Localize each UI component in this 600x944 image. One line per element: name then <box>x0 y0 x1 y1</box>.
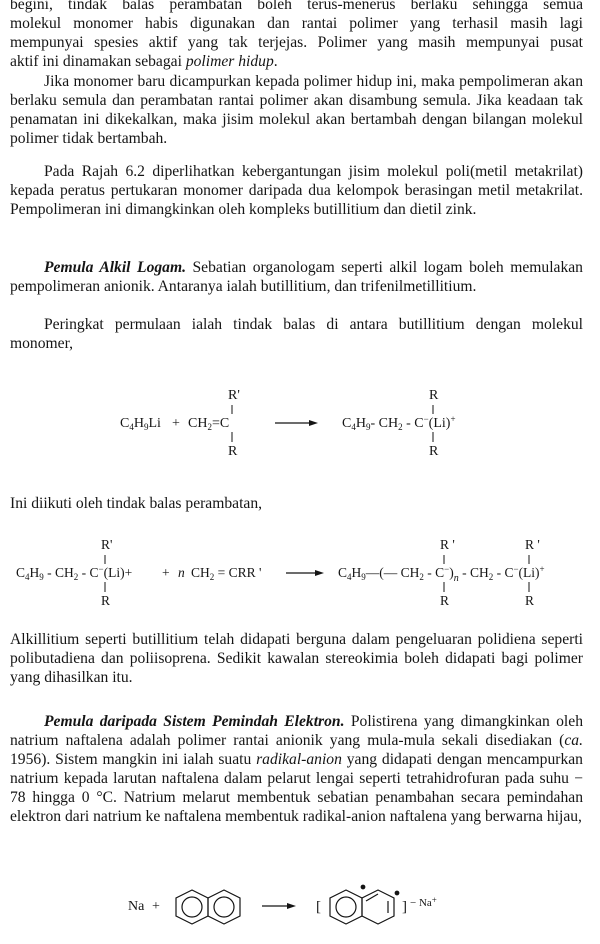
sodium: Na <box>128 899 145 914</box>
svg-text:C4H9—(— CH2 - C−)n - CH2 - C−(: $C_4H_9—(—$ $CH_2 - C^-)_n - CH_2 - C^-(Li)^+$ <box>338 564 545 584</box>
monomer: $CH_2$ = CRR ' <box>191 565 262 582</box>
section-heading: Pemula Alkil Logam. <box>44 259 186 276</box>
paragraph-text: Peringkat permulaan ialah tindak balas di antara butillitium dengan molekul monomer, <box>10 316 583 353</box>
section-text: yang didapati dengan mencampurkan natrium kepada larutan naftalena dalam pelarut lengai seperti tetrahidrofuran pada suhu − 78 hingga 0 °C. Natrium melarut membentuk sebatian penambahan secara pemindahan elektron dari natrium ke naftalena membentuk radikal-anion naftalena yang berwarna hijau, <box>10 751 583 826</box>
paragraph-4 <box>10 315 583 353</box>
substituent-bottom: R <box>101 593 111 608</box>
reaction-arrow <box>262 903 296 909</box>
paragraph-1 <box>10 0 583 71</box>
section-text: 1956). Sistem mangkin ini ialah suatu <box>10 751 257 769</box>
bracket-close: ] <box>402 899 407 915</box>
svg-text:R ': R ' <box>525 537 540 552</box>
paragraph-3 <box>10 162 583 219</box>
text-line: aktif ini dinamakan sebagai polimer hidup. <box>10 53 278 71</box>
substituent-bottom: R <box>228 444 238 459</box>
eq2-reactants <box>16 537 261 608</box>
eq1-product <box>342 388 456 459</box>
reaction-arrow <box>286 570 324 576</box>
paragraph-text: Ini diikuti oleh tindak balas perambatan, <box>10 495 263 512</box>
equation-propagation <box>0 530 600 610</box>
abbrev-ca: ca. <box>564 732 583 750</box>
naphthalene-icon <box>176 890 240 924</box>
product-substituent-bottom: R <box>429 444 439 459</box>
term-living-polymer: polimer hidup <box>185 53 274 71</box>
paragraph-2 <box>10 72 583 148</box>
section-alkyl-metal <box>10 258 583 296</box>
naphthalene-radical-anion-icon <box>330 885 399 924</box>
n-coefficient: n <box>178 565 185 580</box>
svg-text:C4H9 - CH2 - C−(Li)+: $C_4H_9 - CH_2 - C^-(Li)+$ <box>16 564 133 582</box>
para1-tail: aktif ini dinamakan sebagai <box>10 53 186 71</box>
text-line: mempunyai spesies aktif yang tak terjejas. Polimer yang masih mempunyai pusat <box>10 34 583 52</box>
svg-text:R: R <box>525 593 535 608</box>
substituent-top: R' <box>101 537 113 552</box>
plus-sign: + <box>162 565 170 580</box>
plus-sign: + <box>172 416 180 431</box>
product-substituent-top: R <box>429 388 439 403</box>
equation-initiation <box>0 380 600 460</box>
reactant-butyllithium: $C_4H_9Li$ <box>120 416 161 432</box>
section-electron-transfer <box>10 712 583 827</box>
eq3-reactants <box>128 899 160 914</box>
paragraph-text: Jika monomer baru dicampurkan kepada polimer hidup ini, maka pempolimeran akan berlaku semula dan perambatan rantai polimer akan disambung semula. Jika keadaan tak penamatan ini dikekalkan, maka jisim molekul akan bertambah dengan bilangan molekul polimer tidak bertambah. <box>10 73 583 148</box>
svg-text:C4H9- CH2 - C−(Li)+: $C_4H_9-$ $CH_2 - C^-(Li)^+$ <box>342 414 456 432</box>
text-line: molekul monomer habis digunakan dan rantai polimer yang terhasil masih lagi <box>10 15 583 33</box>
reactant-monomer: $CH_2=C$ <box>188 416 230 432</box>
section-text: Polistirena yang dimangkinkan oleh natrium naftalena adalah polimer rantai anionik yang mula-mula sekali disediakan ( <box>10 713 583 750</box>
section-paragraph <box>10 712 583 827</box>
term-radical-anion: radikal-anion <box>256 751 342 769</box>
substituent-top: R' <box>228 388 240 403</box>
section-text: Sebatian organologam seperti alkil logam boleh memulakan pempolimeran anionik. Antaranya ialah butillitium, dan trifenilmetillitium. <box>10 259 583 296</box>
section-heading: Pemula daripada Sistem Pemindah Elektron. <box>44 713 345 730</box>
eq2-product <box>338 537 545 608</box>
text-line: begini, tindak balas perambatan boleh terus-menerus berlaku sehingga semua <box>10 0 583 13</box>
section-paragraph <box>10 258 583 296</box>
svg-text:R ': R ' <box>440 537 455 552</box>
equation-naphthalene <box>0 878 600 938</box>
bracket-open: [ <box>316 899 321 915</box>
paragraph-5 <box>10 494 583 513</box>
plus-sign: + <box>152 899 160 914</box>
svg-text:R: R <box>440 593 450 608</box>
paragraph-6 <box>10 630 583 687</box>
charge-label: − Na+ <box>410 895 437 909</box>
paragraph-text: Alkillitium seperti butillitium telah didapati berguna dalam pengeluaran polidiena seperti polibutadiena dan poliisoprena. Sedikit kawalan stereokimia boleh didapati bagi polimer yang dihasilkan itu. <box>10 631 583 687</box>
eq1-reactants <box>120 388 240 459</box>
eq3-charge <box>402 895 437 915</box>
reaction-arrow <box>275 420 318 426</box>
paragraph-text: Pada Rajah 6.2 diperlihatkan kebergantungan jisim molekul poli(metil metakrilat) kepada peratus pertukaran monomer daripada dua kelompok berasingan metil metakrilat. Pempolimeran ini dimangkinkan oleh kompleks butillitium dan dietil zink. <box>10 163 583 219</box>
